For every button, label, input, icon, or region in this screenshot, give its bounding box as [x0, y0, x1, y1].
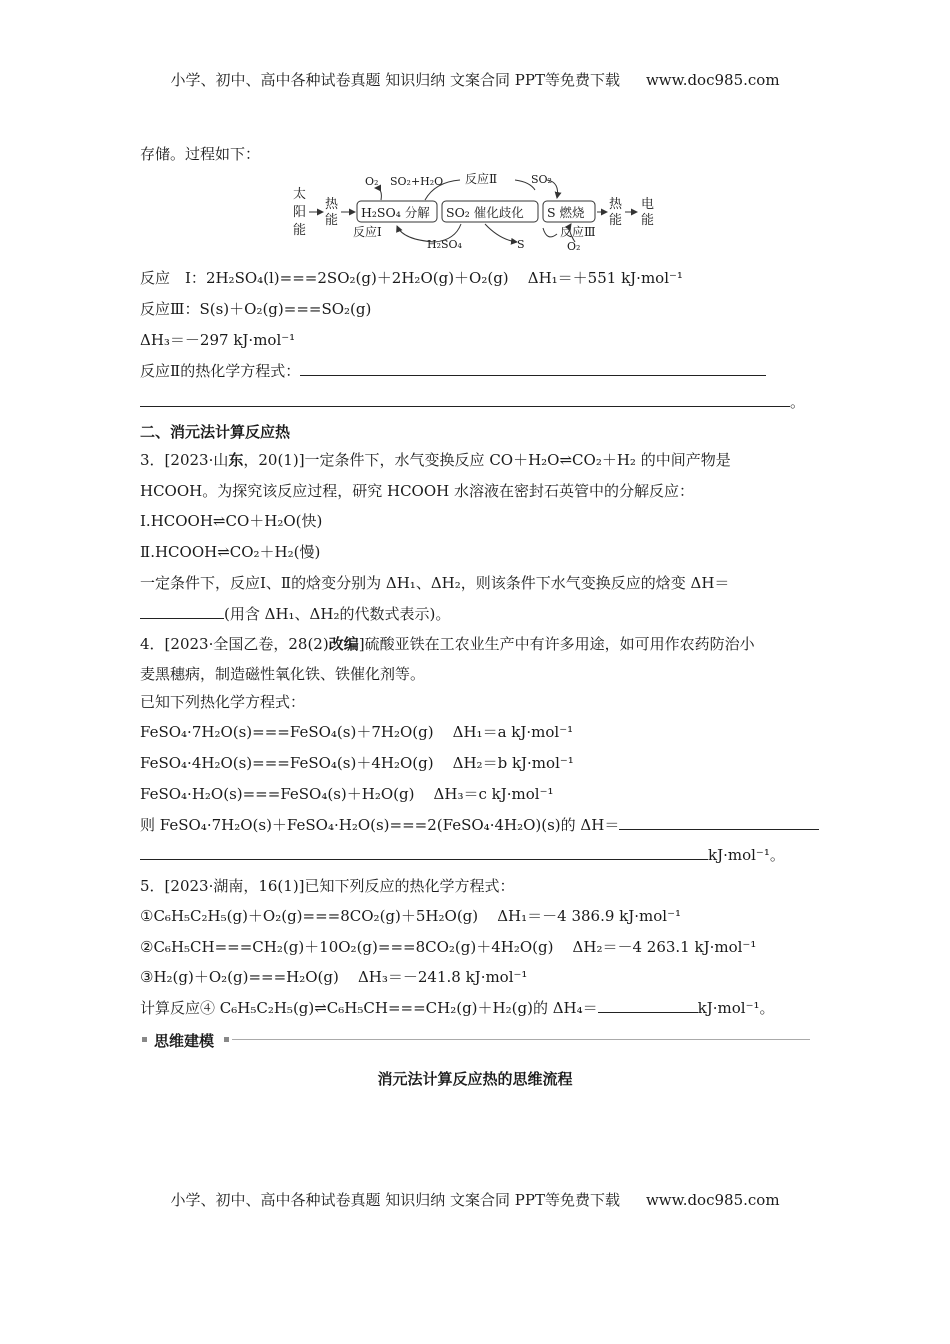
- q5-eq-3: [140, 967, 527, 987]
- q4-dh1: ΔH₁＝a kJ·mol⁻¹: [452, 723, 574, 741]
- model-section-bar: [140, 1030, 810, 1050]
- curve-s-in: [543, 228, 557, 237]
- q5-dh1: ΔH₁＝－4 386.9 kJ·mol⁻¹: [497, 907, 682, 925]
- q3-number: 3．: [140, 451, 165, 469]
- q5-number: 5．: [140, 877, 165, 895]
- q4-eq-1: [140, 722, 573, 742]
- reaction-2-ask: [140, 361, 766, 381]
- q3-line-6-text: (用含 ΔH₁、ΔH₂的代数式表示)。: [224, 605, 451, 623]
- q4-eq1-text: FeSO₄·7H₂O(s)===FeSO₄(s)＋7H₂O(g): [140, 723, 434, 741]
- square-bullet-right-icon: [224, 1037, 229, 1042]
- model-label: 思维建模: [154, 1032, 215, 1050]
- label-o2-top: O₂: [365, 175, 379, 188]
- r2-ask-text: 反应Ⅱ的热化学方程式：: [140, 362, 301, 380]
- q3-line-1: [140, 450, 731, 470]
- label-electric-1: 电: [641, 197, 655, 212]
- q5-eq-1: [140, 906, 681, 926]
- page-footer: [0, 1190, 950, 1210]
- label-reaction-2: 反应Ⅱ: [465, 172, 498, 186]
- q4-source-5: ]: [358, 635, 365, 653]
- curve-s: [485, 224, 517, 242]
- r3-label: 反应Ⅲ：: [140, 300, 200, 318]
- label-electric-2: 能: [641, 213, 655, 228]
- q4-dh3: ΔH₃＝c kJ·mol⁻¹: [433, 785, 554, 803]
- q3-reaction-I: Ⅰ.HCOOH⇌CO＋H₂O(快): [140, 512, 323, 530]
- answer-blank-q4-a[interactable]: [619, 815, 819, 830]
- q3-line-5: 一定条件下，反应Ⅰ、Ⅱ的焓变分别为 ΔH₁、ΔH₂，则该条件下水气变换反应的焓变 ΔH＝: [140, 574, 730, 592]
- process-diagram: [285, 168, 665, 254]
- label-tai: 太: [293, 187, 307, 202]
- label-reaction-1: 反应Ⅰ: [353, 225, 382, 239]
- label-heat-right-1: 热: [609, 197, 623, 212]
- q5-ask: [140, 998, 775, 1018]
- answer-blank-q3[interactable]: [140, 604, 224, 619]
- q3-text-1: 一定条件下，水气变换反应 CO＋H₂O⇌CO₂＋H₂ 的中间产物是: [304, 451, 731, 469]
- reaction-2-ask-cont: [140, 392, 805, 412]
- r1-label: 反应 Ⅰ：: [140, 269, 206, 287]
- header-url[interactable]: www.doc985.com: [645, 71, 780, 89]
- q4-source-3: 乙卷，28(2): [243, 635, 329, 653]
- q4-source-2: 全国: [213, 635, 244, 653]
- q5-text-1: 已知下列反应的热化学方程式：: [304, 877, 515, 895]
- q4-text-1: 硫酸亚铁在工农业生产中有许多用途，如可用作农药防治小: [364, 635, 755, 653]
- label-s: S: [517, 238, 525, 251]
- q4-dh2: ΔH₂＝b kJ·mol⁻¹: [452, 754, 574, 772]
- q3-line-6: [140, 604, 450, 624]
- reaction-1-line: [140, 268, 683, 288]
- q5-dh3: ΔH₃＝－241.8 kJ·mol⁻¹: [357, 968, 528, 986]
- q4-source-1: [2023·: [164, 635, 214, 653]
- q5-dh2: ΔH₂＝－4 263.1 kJ·mol⁻¹: [572, 938, 757, 956]
- r1-equation: 2H₂SO₄(l)===2SO₂(g)＋2H₂O(g)＋O₂(g): [205, 269, 509, 287]
- answer-blank-q4-b[interactable]: [140, 845, 708, 860]
- header-text: 小学、初中、高中各种试卷真题 知识归纳 文案合同 PPT等免费下载: [170, 71, 620, 89]
- label-so2-h2o: SO₂+H₂O: [390, 175, 444, 188]
- q5-ask-text: 计算反应④ C₆H₅C₂H₅(g)⇌C₆H₅CH===CH₂(g)＋H₂(g)的 ΔH₄＝: [140, 999, 598, 1017]
- label-reaction-3: 反应Ⅲ: [560, 225, 596, 239]
- q5-eq3-text: ③H₂(g)＋O₂(g)===H₂O(g): [140, 968, 339, 986]
- label-heat-left-1: 热: [325, 197, 339, 212]
- r2-end: 。: [790, 393, 806, 411]
- q4-number: 4．: [140, 635, 165, 653]
- q3-source-2: 东: [228, 451, 244, 469]
- label-neng: 能: [293, 223, 307, 238]
- answer-blank-q5[interactable]: [598, 998, 698, 1013]
- q3-source-3: ，20(1)]: [243, 451, 305, 469]
- q4-ask-text: 则 FeSO₄·7H₂O(s)＋FeSO₄·H₂O(s)===2(FeSO₄·4H₂O)(s)的 ΔH＝: [140, 816, 620, 834]
- label-so2-top: SO₂: [531, 173, 552, 186]
- q4-eq-2: [140, 753, 574, 773]
- q3-reaction-II: Ⅱ.HCOOH⇌CO₂＋H₂(慢): [140, 543, 321, 561]
- footer-url[interactable]: www.doc985.com: [645, 1191, 780, 1209]
- intro-text: 存储。过程如下：: [140, 145, 261, 163]
- label-heat-left-2: 能: [325, 213, 339, 228]
- label-yang: 阳: [293, 205, 307, 220]
- q3-line-2: HCOOH。为探究该反应过程，研究 HCOOH 水溶液在密封石英管中的分解反应：: [140, 482, 695, 500]
- answer-blank-r2-b[interactable]: [140, 392, 790, 407]
- q4-eq3-text: FeSO₄·H₂O(s)===FeSO₄(s)＋H₂O(g): [140, 785, 415, 803]
- model-title: 消元法计算反应热的思维流程: [377, 1070, 573, 1088]
- q5-source: [2023·湖南，16(1)]: [164, 877, 305, 895]
- label-o2-bottom: O₂: [567, 240, 581, 253]
- q5-eq1-text: ①C₆H₅C₂H₅(g)＋O₂(g)===8CO₂(g)＋5H₂O(g): [140, 907, 479, 925]
- q5-line-1: [140, 876, 515, 896]
- q4-line-3: 已知下列热化学方程式：: [140, 693, 306, 711]
- reaction-3-line: [140, 299, 371, 319]
- q4-line-2: 麦黑穗病，制造磁性氧化铁、铁催化剂等。: [140, 665, 426, 683]
- section-title: 二、消元法计算反应热: [140, 423, 291, 441]
- q4-ask-cont: [140, 845, 785, 865]
- q5-unit: kJ·mol⁻¹。: [697, 999, 775, 1017]
- label-h2so4: H₂SO₄: [427, 238, 462, 251]
- q4-ask: [140, 815, 819, 835]
- q5-eq2-text: ②C₆H₅CH===CH₂(g)＋10O₂(g)===8CO₂(g)＋4H₂O(g): [140, 938, 554, 956]
- page-header: [0, 70, 950, 90]
- q4-unit: kJ·mol⁻¹。: [708, 846, 785, 864]
- r3-equation: S(s)＋O₂(g)===SO₂(g): [199, 300, 372, 318]
- q3-source-1: [2023·山: [164, 451, 229, 469]
- r3-dh: ΔH₃＝－297 kJ·mol⁻¹: [140, 331, 296, 349]
- q4-eq-3: [140, 784, 554, 804]
- q4-source-4: 改编: [328, 635, 359, 653]
- q4-line-1: [140, 634, 755, 654]
- curve-o2-out: [375, 188, 381, 200]
- footer-text: 小学、初中、高中各种试卷真题 知识归纳 文案合同 PPT等免费下载: [170, 1191, 620, 1209]
- answer-blank-r2-a[interactable]: [300, 361, 766, 376]
- box1-label: H₂SO₄ 分解: [361, 205, 430, 220]
- r1-dh: ΔH₁＝＋551 kJ·mol⁻¹: [527, 269, 683, 287]
- box3-label: S 燃烧: [547, 205, 585, 220]
- square-bullet-left-icon: [142, 1037, 147, 1042]
- q4-eq2-text: FeSO₄·4H₂O(s)===FeSO₄(s)＋4H₂O(g): [140, 754, 434, 772]
- q5-eq-2: [140, 937, 756, 957]
- label-heat-right-2: 能: [609, 213, 623, 228]
- box2-label: SO₂ 催化歧化: [446, 205, 524, 220]
- divider-line: [232, 1039, 810, 1040]
